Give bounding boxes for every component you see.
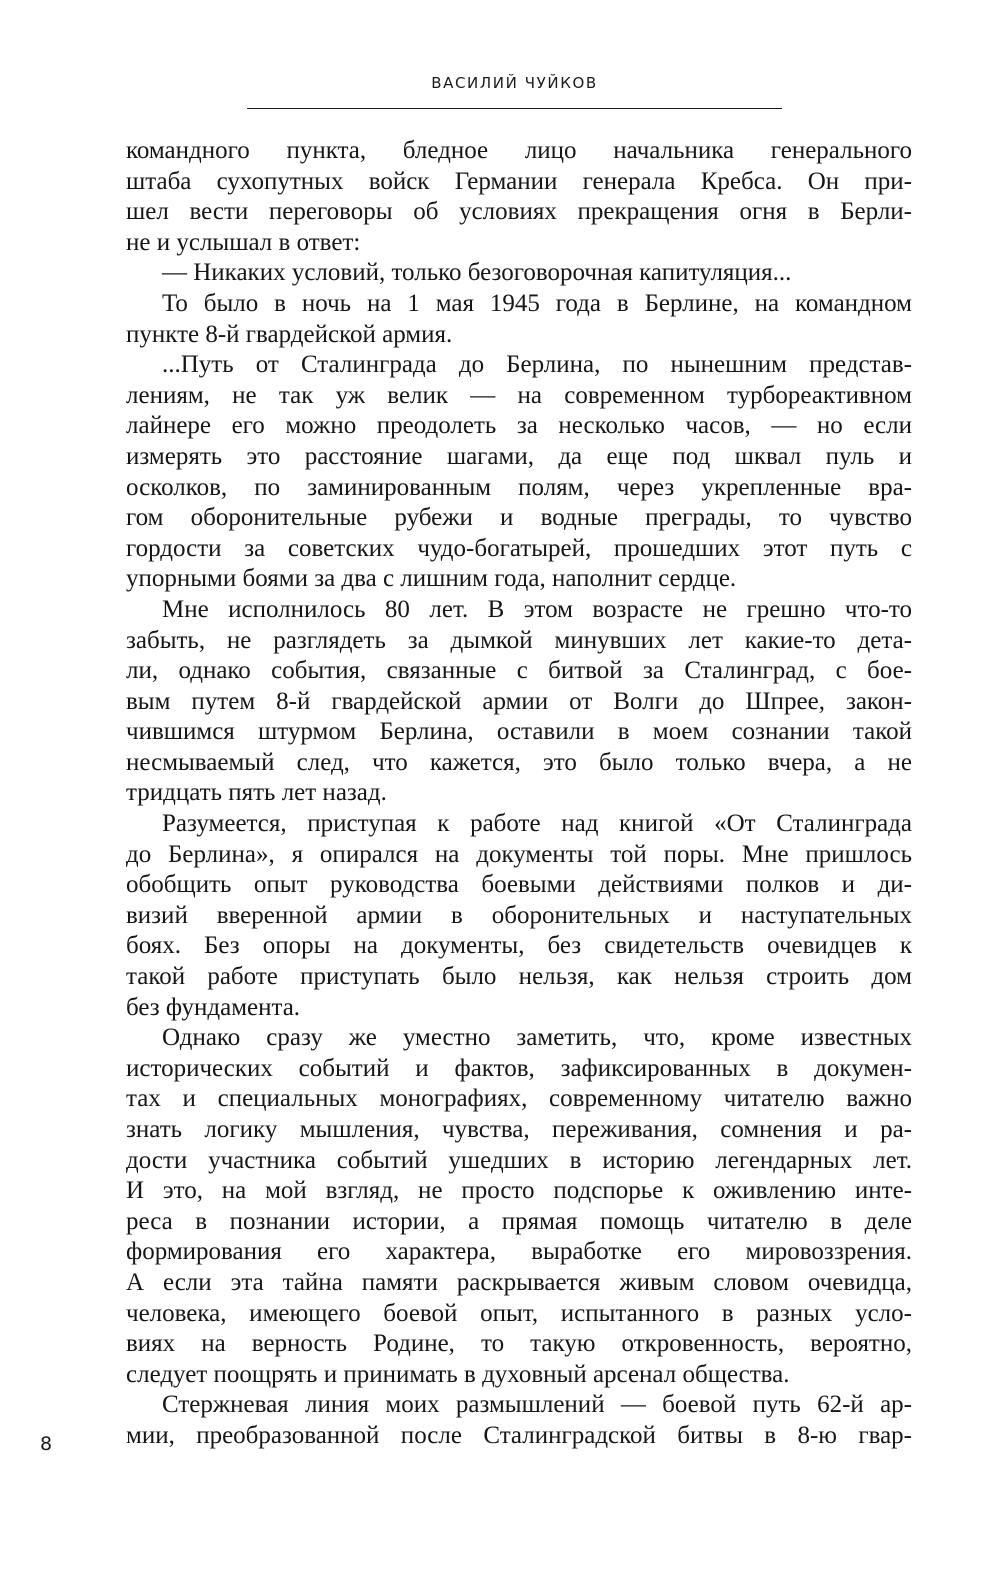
- text-line: Разумеется, приступая к работе над книгой «От Сталинграда: [162, 810, 912, 838]
- text-line: упорными боями за два с лишним года, наполнит сердце.: [126, 565, 737, 593]
- body-text: [126, 136, 912, 1452]
- text-line: обобщить опыт руководства боевыми действиями полков и ди-: [126, 871, 912, 899]
- text-line: Однако сразу же уместно заметить, что, кроме известных: [162, 1024, 912, 1052]
- text-line: несмываемый след, что кажется, это было только вчера, а не: [126, 748, 912, 776]
- text-line: лайнере его можно преодолеть за несколько часов, — но если: [126, 412, 912, 440]
- text-line: знать логику мышления, чувства, переживания, сомнения и ра-: [126, 1116, 912, 1143]
- text-line: пункте 8-й гвардейской армия.: [126, 320, 453, 348]
- text-line: забыть, не разглядеть за дымкой минувших лет какие-то дета-: [126, 626, 912, 654]
- text-line: Стержневая линия моих размышлений — боевой путь 62-й ар-: [162, 1391, 912, 1419]
- text-line: гордости за советских чудо-богатырей, прошедших этот путь с: [126, 534, 912, 562]
- text-line: виях на верность Родине, то такую откровенность, вероятно,: [126, 1330, 912, 1358]
- text-line: То было в ночь на 1 мая 1945 года в Берлине, на командном: [162, 289, 912, 317]
- text-line: Мне исполнилось 80 лет. В этом возрасте не грешно что-то: [162, 595, 912, 623]
- text-line: осколков, по заминированным полям, через укрепленные вра-: [126, 473, 912, 501]
- text-line: не и услышал в ответ:: [126, 228, 361, 256]
- text-line: боях. Без опоры на документы, без свидетельств очевидцев к: [126, 932, 912, 960]
- text-line: измерять это расстояние шагами, да еще под шквал пуль и: [126, 442, 912, 470]
- text-line: до Берлина», я опирался на документы той поры. Мне пришлось: [126, 840, 912, 868]
- text-line: лениям, не так уж велик — на современном турбореактивном: [126, 381, 912, 409]
- text-line: дости участника событий ушедших в историю легендарных лет.: [126, 1146, 912, 1174]
- text-line: гом оборонительные рубежи и водные преграды, то чувство: [126, 504, 912, 532]
- text-line: — Никаких условий, только безоговорочная капитуляция...: [162, 259, 792, 287]
- text-line: командного пункта, бледное лицо начальника генерального: [126, 137, 912, 164]
- header-rule: [247, 108, 782, 109]
- text-line: штаба сухопутных войск Германии генерала Кребса. Он при-: [126, 167, 912, 195]
- running-head: ВАСИЛИЙ ЧУЙКОВ: [431, 74, 598, 92]
- text-line: ли, однако события, связанные с битвой за Сталинград, с бое-: [126, 657, 912, 685]
- text-line: без фундамента.: [126, 993, 301, 1021]
- text-line: следует поощрять и принимать в духовный арсенал общества.: [126, 1360, 790, 1388]
- text-line: такой работе приступать было нельзя, как нельзя строить дом: [126, 963, 912, 991]
- text-line: А если эта тайна памяти раскрывается живым словом очевидца,: [126, 1268, 912, 1296]
- text-line: вым путем 8-й гвардейской армии от Волги до Шпрее, закон-: [126, 687, 912, 715]
- text-line: мии, преобразованной после Сталинградской битвы в 8-ю гвар-: [126, 1421, 912, 1449]
- text-line: ...Путь от Сталинграда до Берлина, по нынешним представ-: [162, 351, 912, 379]
- text-line: исторических событий и фактов, зафиксированных в докумен-: [126, 1054, 912, 1082]
- text-line: тридцать пять лет назад.: [126, 779, 387, 807]
- text-line: формирования его характера, выработке его мировоззрения.: [126, 1238, 912, 1266]
- text-line: шел вести переговоры об условиях прекращения огня в Берли-: [126, 198, 912, 226]
- text-line: И это, на мой взгляд, не просто подспорье к оживлению инте-: [126, 1177, 912, 1205]
- text-line: человека, имеющего боевой опыт, испытанного в разных усло-: [126, 1299, 912, 1327]
- text-line: визий вверенной армии в оборонительных и наступательных: [126, 901, 912, 929]
- text-line: чившимся штурмом Берлина, оставили в моем сознании такой: [126, 718, 912, 746]
- text-line: реса в познании истории, а прямая помощь читателю в деле: [126, 1207, 912, 1235]
- page-number: 8: [40, 1433, 53, 1455]
- text-line: тах и специальных монографиях, современному читателю важно: [126, 1085, 912, 1113]
